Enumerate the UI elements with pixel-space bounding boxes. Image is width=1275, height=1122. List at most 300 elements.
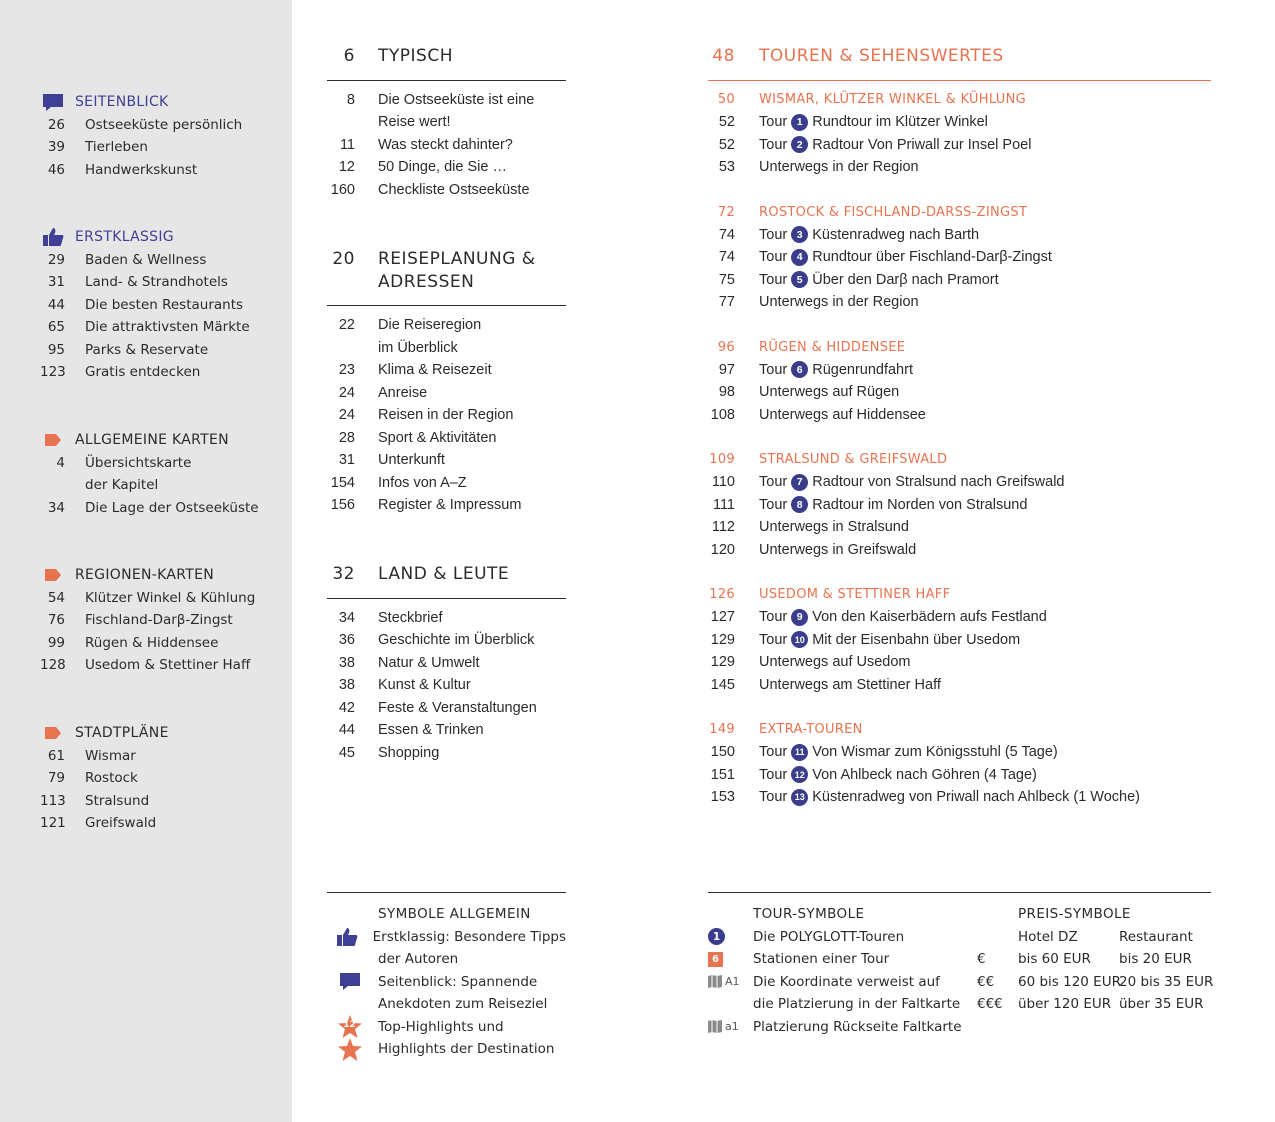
sidebar-item[interactable] — [40, 339, 280, 362]
map-tag-icon — [30, 434, 75, 446]
item-label: Land- & Strandhotels — [85, 274, 228, 291]
entry-label: Reisen in der Region — [378, 407, 514, 424]
legend-tour-price — [708, 892, 1214, 1038]
sidebar-item[interactable] — [40, 316, 280, 339]
section-heading[interactable] — [708, 45, 1211, 81]
region-heading[interactable] — [708, 719, 1211, 742]
page-number: 23 — [338, 362, 355, 379]
toc-entry[interactable] — [708, 516, 1211, 539]
entry-label: Unterwegs auf Rügen — [759, 384, 900, 401]
toc-entry[interactable] — [708, 404, 1211, 427]
entry-label: Checkliste Ostseeküste — [378, 181, 530, 198]
entry-label: Unterwegs in der Region — [759, 294, 919, 311]
price-hotel: 60 bis 120 EUR — [1018, 973, 1121, 990]
page-number: 127 — [710, 609, 735, 626]
toc-entry[interactable] — [327, 359, 566, 382]
entry-text — [759, 294, 919, 310]
page-number: 34 — [338, 609, 355, 626]
tour-number-icon: 9 — [791, 609, 808, 626]
page-number: 31 — [338, 452, 355, 469]
region-block — [708, 336, 1211, 426]
toc-entry[interactable] — [327, 337, 566, 360]
entry-text — [759, 542, 916, 558]
entry-text — [759, 789, 1140, 806]
toc-entry[interactable] — [708, 381, 1211, 404]
region-block — [708, 201, 1211, 314]
speech-bubble-icon — [327, 972, 372, 991]
item-label: Ostseeküste persönlich — [85, 116, 243, 133]
folded-map-icon — [708, 975, 753, 988]
item-label: Stralsund — [85, 792, 150, 809]
entry-text — [759, 407, 926, 423]
legend-row — [708, 948, 1211, 971]
tour-number-icon: 7 — [791, 474, 808, 491]
page-number: 61 — [47, 747, 65, 764]
region-title: ROSTOCK & FISCHLAND-DARSS-ZINGST — [759, 204, 1028, 220]
toc-entry[interactable] — [708, 359, 1211, 382]
item-label: Parks & Reservate — [85, 341, 209, 358]
entry-label: Die Ostseeküste ist eine — [378, 91, 535, 108]
region-title: STRALSUND & GREIFSWALD — [759, 452, 948, 468]
sidebar-heading-erstklassig[interactable] — [40, 226, 280, 249]
page-number: 28 — [338, 429, 355, 446]
sidebar-item[interactable] — [40, 497, 280, 520]
entry-text — [759, 631, 1020, 648]
sidebar — [0, 0, 292, 1122]
tour-number-icon: 6 — [791, 361, 808, 378]
legend-row — [327, 926, 566, 949]
legend-general — [327, 892, 566, 1061]
toc-entry[interactable] — [327, 607, 566, 630]
section-page-number: 48 — [712, 46, 735, 66]
price-hotel: bis 60 EUR — [1018, 951, 1091, 968]
entry-label: Rundtour über Fischland-Darβ-Zingst — [812, 249, 1052, 266]
item-label: der Kapitel — [85, 477, 159, 494]
section-heading[interactable] — [327, 248, 566, 306]
price-column-header: Restaurant — [1119, 928, 1193, 945]
page-number: 160 — [330, 181, 355, 198]
section-title: LAND & LEUTE — [378, 564, 510, 584]
sidebar-item[interactable] — [40, 474, 280, 497]
item-label: Tierleben — [85, 139, 148, 156]
item-label: Die Lage der Ostseeküste — [85, 499, 259, 516]
tour-word: Tour — [759, 609, 788, 626]
map-coordinate: a1 — [725, 1020, 739, 1034]
page-number: 38 — [338, 654, 355, 671]
entry-label: Geschichte im Überblick — [378, 632, 535, 649]
tour-word: Tour — [759, 789, 788, 806]
entry-text — [759, 496, 1027, 513]
legend-row — [708, 993, 1211, 1016]
section-title: TYPISCH — [378, 46, 453, 66]
page-number: 150 — [710, 744, 735, 761]
star-number: 12 — [343, 1020, 356, 1031]
tour-word: Tour — [759, 226, 788, 243]
page-number: 29 — [47, 251, 65, 268]
sidebar-item[interactable] — [40, 654, 280, 677]
sidebar-item[interactable] — [40, 249, 280, 272]
entry-label: Rundtour im Klützer Winkel — [812, 114, 988, 131]
toc-entry[interactable] — [708, 741, 1211, 764]
toc-entry[interactable] — [327, 719, 566, 742]
legend-title-row — [327, 903, 566, 926]
page-number: 74 — [718, 226, 735, 243]
sidebar-item[interactable] — [40, 790, 280, 813]
sidebar-stadtplaene — [40, 722, 280, 835]
entry-label: Infos von A–Z — [378, 474, 467, 491]
page-number: 151 — [710, 766, 735, 783]
tour-number-icon: 1 — [791, 114, 808, 131]
entry-text — [759, 114, 988, 131]
price-restaurant: 20 bis 35 EUR — [1119, 973, 1214, 990]
tour-number-icon: 10 — [791, 631, 808, 648]
entry-label: Shopping — [378, 744, 440, 761]
entry-label: Von Ahlbeck nach Göhren (4 Tage) — [812, 766, 1037, 783]
item-label: Rostock — [85, 770, 138, 787]
region-title: RÜGEN & HIDDENSEE — [759, 339, 906, 355]
star-icon — [327, 1038, 372, 1061]
tour-number-icon: 3 — [791, 226, 808, 243]
toc-entry[interactable] — [708, 156, 1211, 179]
entry-label: Kunst & Kultur — [378, 677, 471, 694]
entry-label: Feste & Veranstaltungen — [378, 699, 537, 716]
legend-text: Anekdoten zum Reiseziel — [378, 996, 548, 1013]
sidebar-heading-seitenblick[interactable] — [40, 91, 280, 114]
price-restaurant: bis 20 EUR — [1119, 951, 1192, 968]
section-page-number: 6 — [343, 46, 355, 66]
tour-number-icon: 4 — [791, 249, 808, 266]
section-title-line: ADRESSEN — [378, 271, 475, 292]
page-number: 11 — [339, 136, 355, 153]
toc-entry[interactable] — [327, 494, 566, 517]
sidebar-allgemeine-karten — [40, 429, 280, 519]
entry-label: Unterwegs in Greifswald — [759, 541, 917, 558]
page-number: 65 — [47, 319, 65, 336]
entry-text — [759, 654, 911, 670]
sidebar-item[interactable] — [40, 632, 280, 655]
entry-label: Von Wismar zum Königsstuhl (5 Tage) — [812, 744, 1058, 761]
tour-word: Tour — [759, 766, 788, 783]
sidebar-heading-label: ERSTKLASSIG — [75, 229, 174, 246]
toc-entry[interactable] — [708, 291, 1211, 314]
entry-label: Sport & Aktivitäten — [378, 429, 497, 446]
toc-entry[interactable] — [327, 314, 566, 337]
map-coordinate: A1 — [725, 975, 740, 989]
sidebar-item[interactable] — [40, 745, 280, 768]
tour-word: Tour — [759, 114, 788, 131]
sidebar-erstklassig — [40, 226, 280, 384]
sidebar-item[interactable] — [40, 767, 280, 790]
page-number: 26 — [47, 116, 65, 133]
entry-text — [759, 677, 941, 693]
page-number: 112 — [711, 519, 735, 536]
legend-row — [708, 926, 1211, 949]
page-number: 123 — [40, 364, 66, 381]
page-number: 95 — [47, 341, 65, 358]
section-title: TOUREN & SEHENSWERTES — [759, 46, 1004, 66]
sidebar-item[interactable] — [40, 587, 280, 610]
price-column-header: Hotel DZ — [1018, 928, 1078, 945]
toc-entry[interactable] — [327, 629, 566, 652]
legend-title: SYMBOLE ALLGEMEIN — [378, 906, 531, 923]
page-number: 24 — [338, 384, 355, 401]
entry-label: Natur & Umwelt — [378, 654, 480, 671]
region-heading[interactable] — [708, 336, 1211, 359]
sidebar-heading-label: ALLGEMEINE KARTEN — [75, 432, 229, 449]
entry-text — [759, 766, 1037, 783]
item-label: Usedom & Stettiner Haff — [85, 657, 251, 674]
region-title: WISMAR, KLÜTZER WINKEL & KÜHLUNG — [759, 92, 1026, 108]
page-number: 52 — [718, 114, 735, 131]
page-number: 44 — [338, 722, 355, 739]
toc-entry[interactable] — [708, 246, 1211, 269]
legend-text: Die POLYGLOTT-Touren — [753, 928, 905, 945]
page-number: 129 — [710, 654, 735, 671]
entry-text — [759, 249, 1052, 266]
sidebar-item[interactable] — [40, 271, 280, 294]
page-number: 156 — [330, 497, 355, 514]
item-label: Wismar — [85, 747, 136, 764]
legend-row — [327, 948, 566, 971]
map-tag-icon — [30, 569, 75, 581]
sidebar-item[interactable] — [40, 812, 280, 835]
tour-word: Tour — [759, 474, 788, 491]
entry-label: Radtour im Norden von Stralsund — [812, 496, 1028, 513]
toc-entry[interactable] — [327, 449, 566, 472]
toc-entry[interactable] — [327, 89, 566, 112]
page-number: 120 — [710, 541, 735, 558]
entry-text — [759, 136, 1031, 153]
page-number: 12 — [338, 159, 355, 176]
sidebar-seitenblick — [40, 91, 280, 181]
page-number: 77 — [718, 294, 735, 311]
price-symbol: €€ — [977, 973, 995, 990]
numbered-star-icon — [327, 1015, 372, 1038]
map-tag-icon — [30, 727, 75, 739]
thumbs-up-icon — [327, 927, 367, 947]
legend-row — [708, 971, 1214, 994]
item-label: Klützer Winkel & Kühlung — [85, 589, 256, 606]
section-touren — [708, 45, 1211, 809]
section-land-leute — [327, 563, 566, 764]
page-number: 121 — [40, 815, 66, 832]
tour-number-icon: 5 — [791, 271, 808, 288]
legend-text: der Autoren — [378, 951, 459, 968]
entry-label: Register & Impressum — [378, 497, 522, 514]
price-restaurant: über 35 EUR — [1119, 996, 1204, 1013]
page-number: 129 — [710, 631, 735, 648]
section-page-number: 32 — [332, 564, 355, 584]
section-page-number: 20 — [332, 249, 355, 269]
toc-entry[interactable] — [708, 674, 1211, 697]
entry-label: Unterwegs auf Hiddensee — [759, 406, 926, 423]
toc-entry[interactable] — [708, 764, 1211, 787]
page-number: 36 — [338, 632, 355, 649]
page-number: 128 — [40, 657, 66, 674]
sidebar-heading-regionen-karten[interactable] — [40, 564, 280, 587]
toc-entry[interactable] — [327, 111, 566, 134]
section-heading[interactable] — [327, 45, 566, 81]
legend-row — [708, 1016, 1211, 1039]
legend-text: Top-Highlights und — [378, 1018, 504, 1035]
thumbs-up-icon — [30, 227, 75, 247]
tour-word: Tour — [759, 249, 788, 266]
item-label: Baden & Wellness — [85, 251, 207, 268]
region-heading[interactable] — [708, 584, 1211, 607]
entry-label: Unterwegs in Stralsund — [759, 519, 909, 536]
toc-entry[interactable] — [327, 742, 566, 765]
toc-entry[interactable] — [327, 674, 566, 697]
page-number: 22 — [338, 317, 355, 334]
region-page-number: 72 — [717, 204, 735, 220]
toc-entry[interactable] — [708, 539, 1211, 562]
toc-entry[interactable] — [708, 606, 1211, 629]
toc-entry[interactable] — [327, 382, 566, 405]
page-number: 108 — [710, 406, 735, 423]
entry-label: Unterwegs in der Region — [759, 159, 919, 176]
entry-label: Unterwegs am Stettiner Haff — [759, 676, 941, 693]
sidebar-item[interactable] — [40, 159, 280, 182]
tour-word: Tour — [759, 136, 788, 153]
sidebar-heading-label: STADTPLÄNE — [75, 725, 169, 742]
tour-word: Tour — [759, 496, 788, 513]
page-number: 97 — [718, 361, 735, 378]
tour-number-icon: 8 — [791, 496, 808, 513]
region-page-number: 109 — [709, 452, 735, 468]
entry-label: Die Reiseregion — [378, 317, 482, 334]
toc-entry[interactable] — [327, 697, 566, 720]
entry-label: Steckbrief — [378, 609, 443, 626]
toc-entry[interactable] — [327, 134, 566, 157]
legend-row — [327, 993, 566, 1016]
entry-label: Küstenradweg nach Barth — [812, 226, 980, 243]
entry-label: Rügenrundfahrt — [812, 361, 913, 378]
sidebar-item[interactable] — [40, 294, 280, 317]
entry-text — [759, 226, 979, 243]
toc-entry[interactable] — [708, 134, 1211, 157]
sidebar-heading-stadtplaene[interactable] — [40, 722, 280, 745]
page-number: 8 — [346, 91, 355, 108]
page-number: 46 — [47, 161, 65, 178]
legend-text: die Platzierung in der Faltkarte — [753, 996, 961, 1013]
entry-label: Mit der Eisenbahn über Usedom — [812, 631, 1021, 648]
tour-word: Tour — [759, 361, 788, 378]
legend-row — [327, 1016, 566, 1039]
toc-entry[interactable] — [327, 404, 566, 427]
entry-label: Radtour Von Priwall zur Insel Poel — [812, 136, 1032, 153]
sidebar-item[interactable] — [40, 136, 280, 159]
region-block — [708, 449, 1211, 562]
toc-entry[interactable] — [327, 179, 566, 202]
tour-number-icon — [708, 928, 753, 945]
tour-word: Tour — [759, 744, 788, 761]
toc-entry[interactable] — [327, 652, 566, 675]
page-number: 99 — [47, 634, 65, 651]
toc-entry[interactable] — [327, 156, 566, 179]
section-heading[interactable] — [327, 563, 566, 599]
sidebar-item[interactable] — [40, 452, 280, 475]
entry-label: im Überblick — [378, 339, 458, 356]
legend-title-row — [708, 903, 1211, 926]
page-number: 154 — [330, 474, 355, 491]
page-number: 34 — [47, 499, 65, 516]
page-number: 110 — [711, 474, 735, 491]
entry-label: Über den Darβ nach Pramort — [812, 271, 999, 288]
entry-label: Unterwegs auf Usedom — [759, 654, 911, 671]
price-symbol: €€€ — [977, 996, 1003, 1013]
page-number: 145 — [710, 676, 735, 693]
entry-label: 50 Dinge, die Sie … — [378, 159, 507, 176]
folded-map-icon — [708, 1020, 753, 1033]
toc-entry[interactable] — [327, 472, 566, 495]
page-number: 38 — [338, 677, 355, 694]
region-title: USEDOM & STETTINER HAFF — [759, 587, 951, 603]
page-number: 52 — [718, 136, 735, 153]
entry-text — [759, 519, 909, 535]
region-page-number: 96 — [717, 339, 735, 355]
item-label: Die besten Restaurants — [85, 296, 244, 313]
sidebar-item[interactable] — [40, 609, 280, 632]
item-label: Rügen & Hiddensee — [85, 634, 219, 651]
legend-text: Erstklassig: Besondere Tipps — [372, 928, 566, 945]
sidebar-item[interactable] — [40, 361, 280, 384]
page-number: 54 — [47, 589, 65, 606]
toc-entry[interactable] — [708, 786, 1211, 809]
toc-entry[interactable] — [708, 111, 1211, 134]
entry-label: Was steckt dahinter? — [378, 136, 513, 153]
page-number: 76 — [47, 612, 65, 629]
region-title: EXTRA-TOUREN — [759, 722, 863, 738]
entry-text — [759, 384, 899, 400]
entry-text — [759, 159, 919, 175]
price-symbol: € — [977, 951, 986, 968]
page-number: 42 — [338, 699, 355, 716]
sidebar-item[interactable] — [40, 114, 280, 137]
toc-entry[interactable] — [327, 427, 566, 450]
region-heading[interactable] — [708, 201, 1211, 224]
toc-entry[interactable] — [708, 629, 1211, 652]
page-number: 74 — [718, 249, 735, 266]
tour-word: Tour — [759, 631, 788, 648]
region-page-number: 149 — [709, 722, 735, 738]
sidebar-heading-allgemeine-karten[interactable] — [40, 429, 280, 452]
toc-entry[interactable] — [708, 494, 1211, 517]
toc-entry[interactable] — [708, 224, 1211, 247]
section-title-line: REISEPLANUNG & — [378, 249, 536, 269]
entry-label: Klima & Reisezeit — [378, 362, 492, 379]
item-label: Gratis entdecken — [85, 364, 201, 381]
page-number: 113 — [40, 792, 66, 809]
item-label: Fischland-Darβ-Zingst — [85, 612, 233, 629]
tour-number-icon: 13 — [791, 789, 808, 806]
tour-station-icon — [708, 952, 753, 967]
region-heading[interactable] — [708, 89, 1211, 112]
toc-entry[interactable] — [708, 269, 1211, 292]
entry-text — [759, 609, 1047, 626]
toc-entry[interactable] — [708, 651, 1211, 674]
tour-number-icon: 2 — [791, 136, 808, 153]
item-label: Handwerkskunst — [85, 161, 198, 178]
legend-row — [327, 971, 566, 994]
region-list — [708, 89, 1211, 809]
tour-badge: 1 — [708, 928, 725, 945]
toc-entry[interactable] — [708, 471, 1211, 494]
entry-label: Küstenradweg von Priwall nach Ahlbeck (1 Woche) — [812, 789, 1140, 806]
item-label: Greifswald — [85, 815, 157, 832]
item-label: Übersichtskarte — [85, 454, 192, 471]
region-heading[interactable] — [708, 449, 1211, 472]
entry-text — [759, 271, 999, 288]
